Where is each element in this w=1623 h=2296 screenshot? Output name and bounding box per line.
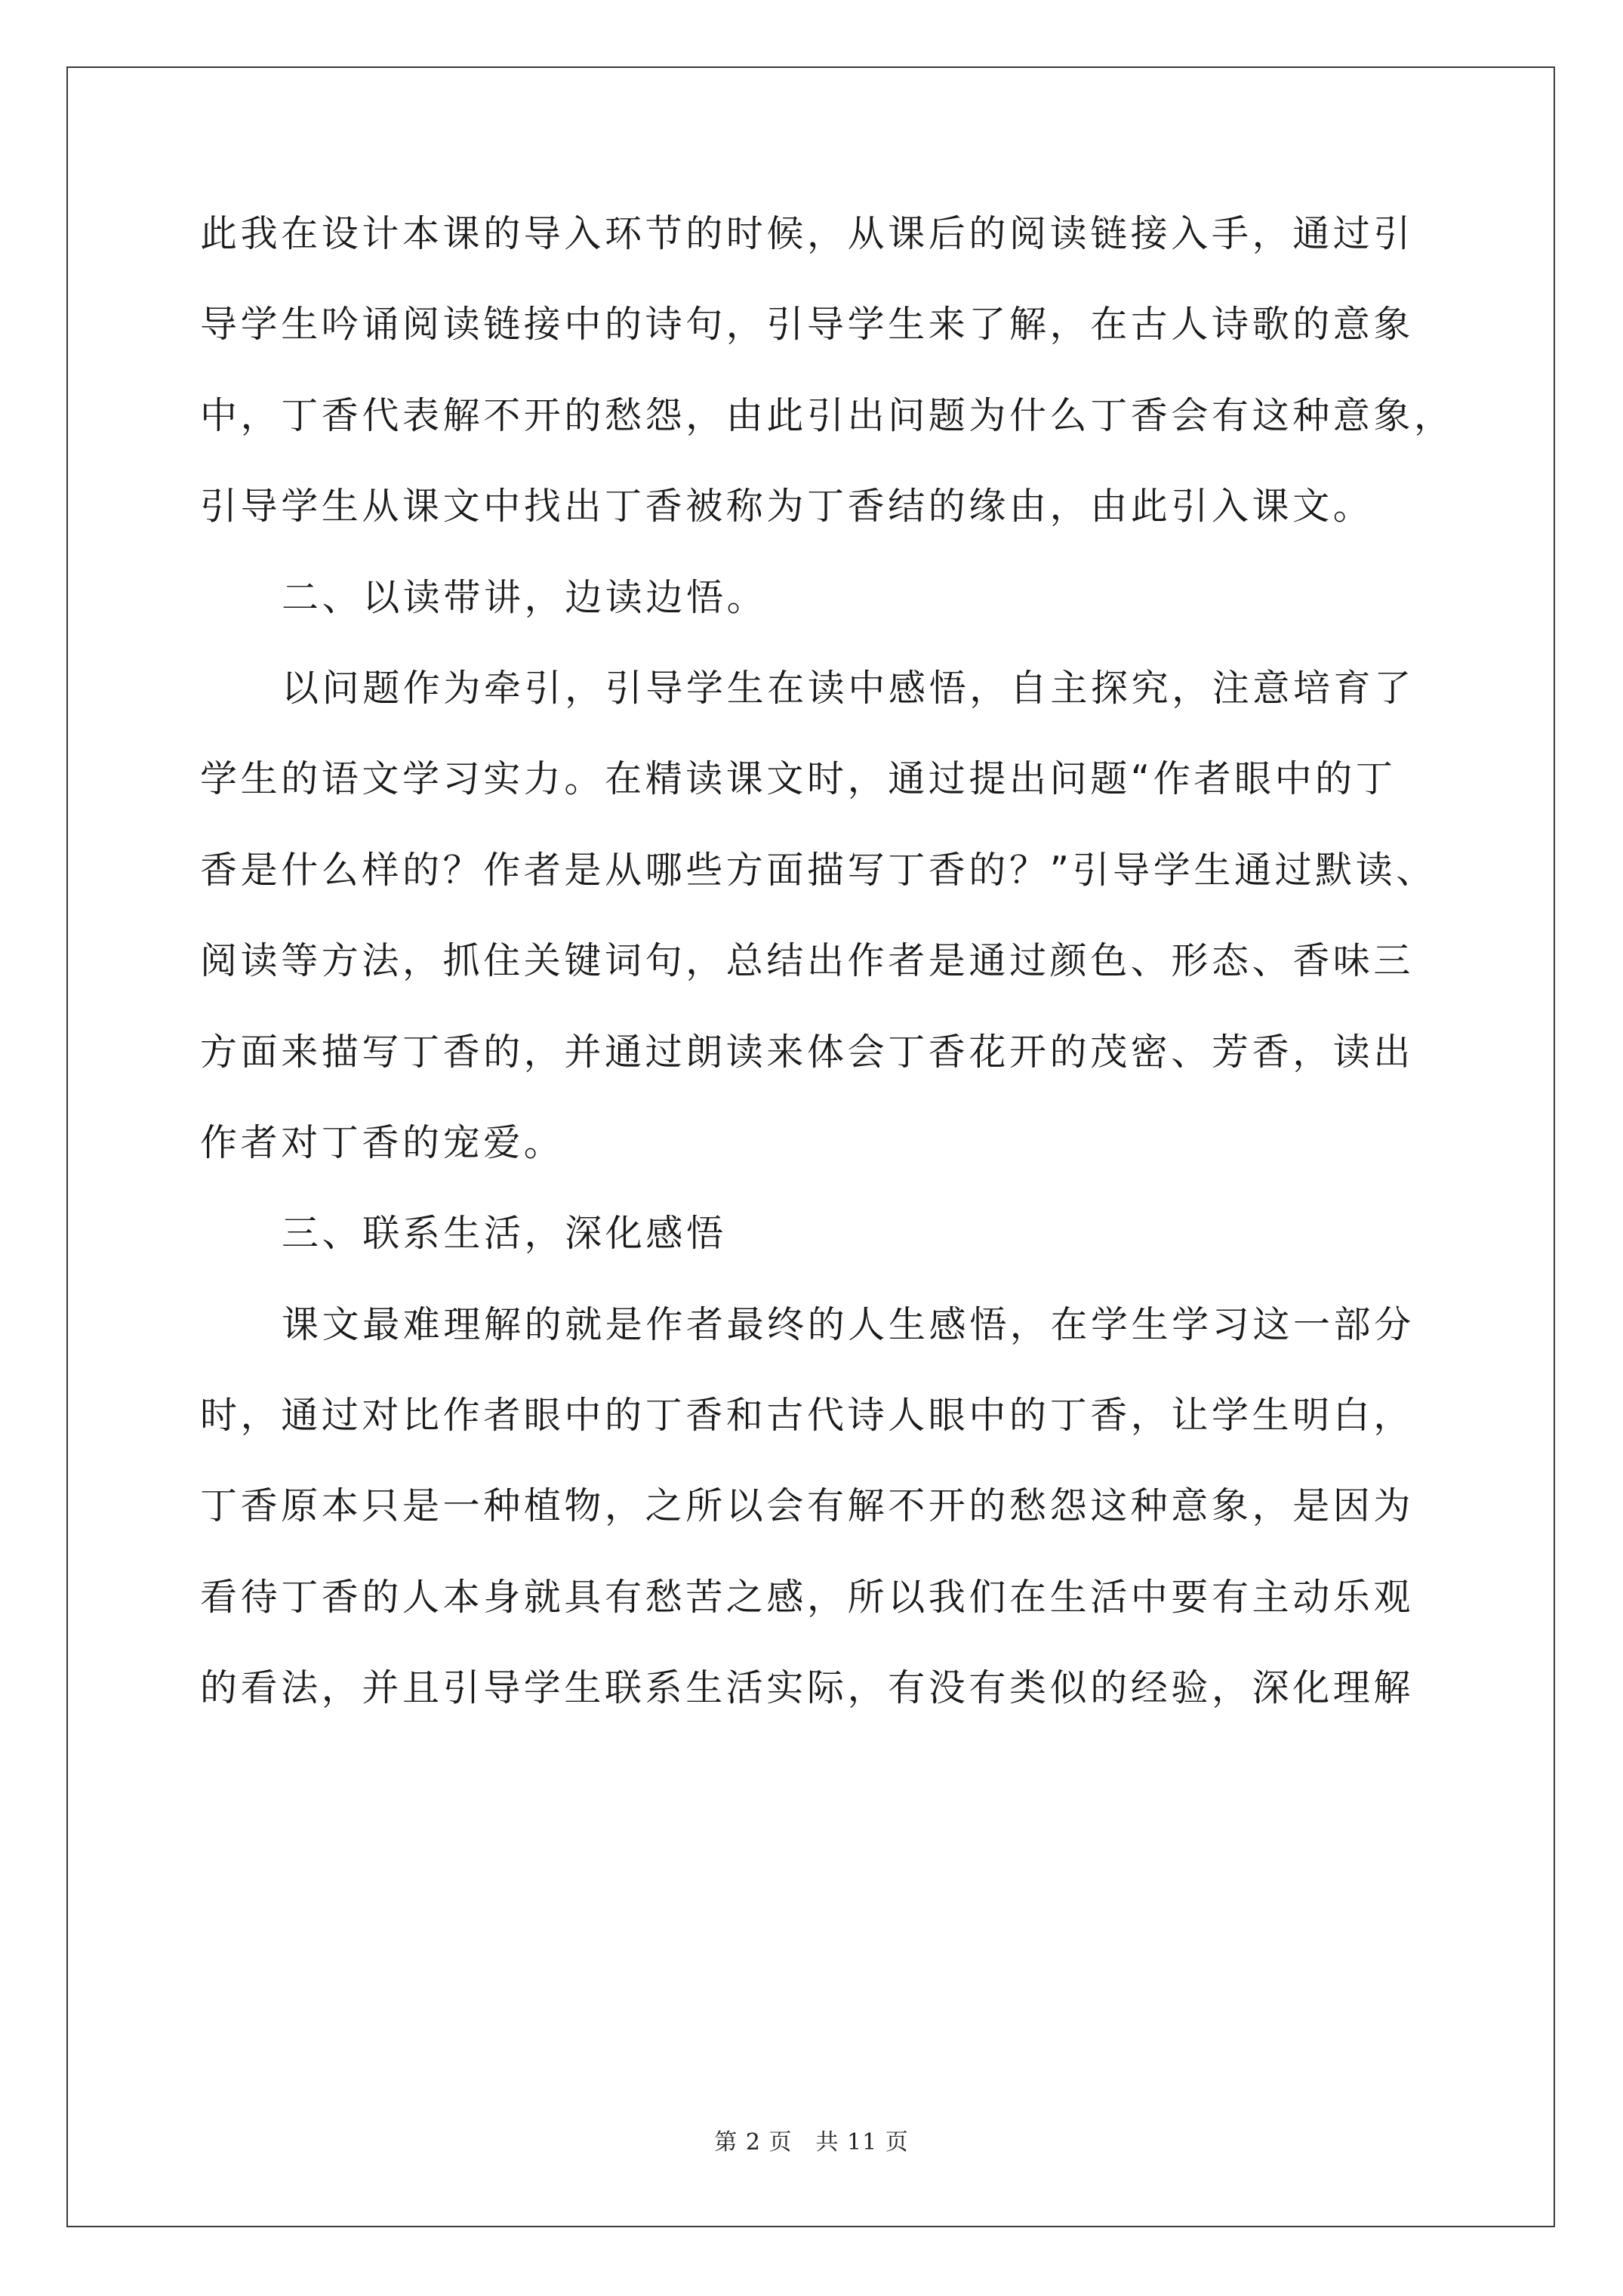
body-line: 中，丁香代表解不开的愁怨，由此引出问题为什么丁香会有这种意象，: [200, 393, 1455, 437]
paragraph-start-line: 以问题作为牵引，引导学生在读中感悟，自主探究，注意培育了: [282, 666, 1415, 710]
body-line: 学生的语文学习实力。在精读课文时，通过提出问题“作者眼中的丁: [200, 757, 1397, 801]
body-line: 时，通过对比作者眼中的丁香和古代诗人眼中的丁香，让学生明白，: [200, 1394, 1415, 1438]
body-line: 阅读等方法，抓住关键词句，总结出作者是通过颜色、形态、香味三: [200, 939, 1415, 983]
document-body: [200, 212, 1455, 1761]
body-line: 作者对丁香的宠爱。: [200, 1120, 565, 1164]
body-line: 香是什么样的？作者是从哪些方面描写丁香的？”引导学生通过默读、: [200, 848, 1437, 892]
page-number-footer: 第 2 页 共 11 页: [714, 2129, 909, 2156]
paragraph-start-line: 课文最难理解的就是作者最终的人生感悟，在学生学习这一部分: [282, 1302, 1415, 1346]
body-line: 看待丁香的人本身就具有愁苦之感，所以我们在生活中要有主动乐观: [200, 1575, 1415, 1619]
body-line: 引导学生从课文中找出丁香被称为丁香结的缘由，由此引入课文。: [200, 485, 1374, 529]
body-line: 的看法，并且引导学生联系生活实际，有没有类似的经验，深化理解: [200, 1666, 1415, 1710]
body-line: 导学生吟诵阅读链接中的诗句，引导学生来了解，在古人诗歌的意象: [200, 303, 1415, 347]
body-line: 此我在设计本课的导入环节的时候，从课后的阅读链接入手，通过引: [200, 212, 1415, 255]
body-line: 方面来描写丁香的，并通过朗读来体会丁香花开的茂密、芳香，读出: [200, 1030, 1415, 1074]
body-line: 丁香原本只是一种植物，之所以会有解不开的愁怨这种意象，是因为: [200, 1484, 1415, 1528]
section-heading: 三、联系生活，深化感悟: [282, 1212, 727, 1256]
section-heading: 二、以读带讲，边读边悟。: [282, 575, 768, 619]
